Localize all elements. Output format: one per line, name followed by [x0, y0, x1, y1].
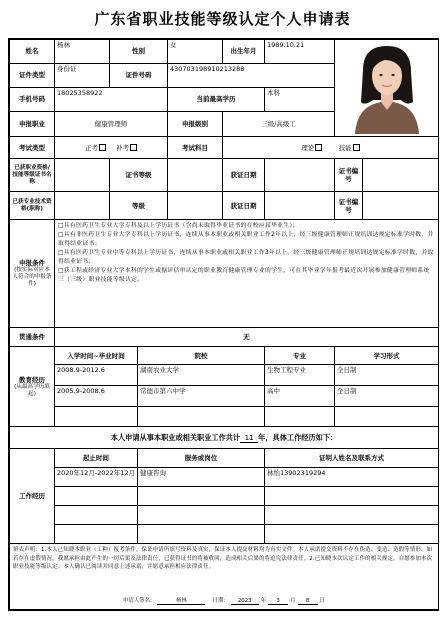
- work-position-cell[interactable]: [138, 506, 265, 525]
- title-level-label: 等级: [110, 192, 168, 220]
- work-header-reference: 证明人姓名及联系方式: [265, 449, 439, 468]
- title-level-field[interactable]: [168, 192, 223, 220]
- birth-label: 出生年月: [223, 40, 265, 64]
- name-field[interactable]: 杨林: [55, 40, 110, 64]
- form-title: 广东省职业技能等级认定个人申请表: [94, 10, 351, 28]
- date-year-unit: 年: [260, 597, 267, 604]
- birth-field[interactable]: 1989.10.21: [265, 40, 335, 64]
- date-year-field[interactable]: 2023: [231, 598, 259, 606]
- exam-option-retake-label: 补考: [116, 143, 130, 152]
- subject-option-skill-label: 技能: [338, 143, 352, 152]
- title-number-label: 证书编号: [335, 192, 363, 220]
- title-cert-field[interactable]: [55, 192, 110, 220]
- name-label: 姓名: [10, 40, 55, 64]
- job-label: 申报职业: [10, 111, 55, 136]
- education-mode-cell[interactable]: 全日制: [335, 386, 439, 407]
- work-period-cell[interactable]: [55, 525, 138, 544]
- work-period-cell[interactable]: [55, 487, 138, 506]
- work-position-cell[interactable]: [138, 525, 265, 544]
- table-row: [10, 365, 439, 386]
- date-month-unit: 月: [290, 597, 296, 604]
- level-label: 申报级别: [168, 111, 223, 136]
- education-major-cell[interactable]: [265, 407, 335, 427]
- education-major-cell[interactable]: 高中: [265, 386, 335, 407]
- application-form: [8, 38, 439, 611]
- work-summary: [10, 427, 439, 449]
- cert-date-field[interactable]: [265, 159, 335, 192]
- id-number-label: 证件号码: [110, 63, 168, 87]
- title-cert-label: 已获专业技术资格(职称): [10, 192, 55, 220]
- date-label: 日期：: [212, 597, 229, 604]
- education-header-major: 专业: [265, 347, 335, 365]
- declaration-text: 填表声明：1.本人已知晓本职业（工种）报考条件，保证申请所填写资料及真实，保证本人提交材料均为真实文件。本人承诺提交资料不存在伪造、变造、造假等情形，如若存在虚假情况，我愿承担由此产生的一切后果及法律责任，已获得证书的将被收回，造成相关后果的将追究法律责任。2.已知晓本次认定工作的相关规定，自愿参加本次职业技能等级认定。本人确认已阅读并同意上述承诺，并愿意承担相应法律责任。: [10, 544, 439, 592]
- education-major-cell[interactable]: 生物工程专业: [265, 365, 335, 386]
- id-type-label: 证件类型: [10, 63, 55, 87]
- work-header-position: 服务或岗位: [138, 449, 265, 468]
- through-field[interactable]: 无: [55, 328, 439, 347]
- education-label: 教育经历: [19, 375, 45, 384]
- education-level-field[interactable]: 本科: [265, 87, 335, 111]
- table-row: [10, 407, 439, 427]
- education-period-cell[interactable]: 2008.9-2012.6: [55, 365, 138, 386]
- table-row: [10, 487, 439, 506]
- work-position-cell[interactable]: [138, 487, 265, 506]
- id-number-field[interactable]: 430703198910213288: [168, 63, 335, 87]
- subject-options: [223, 137, 439, 159]
- table-row: [10, 506, 439, 525]
- work-label: 工作经历: [10, 449, 55, 544]
- work-reference-cell[interactable]: [265, 525, 439, 544]
- education-header-school: 院校: [138, 347, 265, 365]
- work-header-period: 起止时间: [55, 449, 138, 468]
- id-type-field[interactable]: 身份证: [55, 63, 110, 87]
- education-level-label: 当前最高学历: [168, 87, 265, 111]
- work-reference-cell[interactable]: [265, 506, 439, 525]
- work-period-cell[interactable]: [55, 506, 138, 525]
- level-field[interactable]: 三级/高级工: [223, 111, 335, 136]
- cert-name-field[interactable]: [55, 159, 110, 192]
- through-label: 贯通条件: [10, 328, 55, 347]
- cert-number-label: 证书编号: [335, 159, 363, 192]
- exam-option-regular-checkbox[interactable]: [99, 144, 106, 151]
- education-label-cell: [10, 347, 55, 427]
- gender-field[interactable]: 女: [168, 40, 223, 64]
- work-summary-prefix: 本人申请从事本职业或相关职业工作共计: [110, 432, 241, 442]
- subject-label: 考试科目: [168, 137, 223, 159]
- conditions-list: [55, 220, 439, 328]
- work-summary-suffix: 年，具体工作经历如下：: [258, 432, 338, 442]
- phone-label: 手机号码: [10, 87, 55, 111]
- cert-level-field[interactable]: [168, 159, 223, 192]
- work-position-cell[interactable]: 健康咨询: [138, 468, 265, 487]
- signature-label: 申请人签名：: [123, 597, 156, 604]
- education-header-period: 入学时间~毕业时间: [55, 347, 138, 365]
- table-row: [10, 386, 439, 407]
- condition-item[interactable]: □具有非医药卫生专业大学专科以上学历证书，连续从事本职业或相关职业工作2年以上，经三级健康管理师正规培训达规定标准学时数，并取得结业证书；: [58, 232, 434, 248]
- work-period-cell[interactable]: 2020年12月-2022年12月: [55, 468, 138, 487]
- work-reference-cell[interactable]: [265, 487, 439, 506]
- education-mode-cell[interactable]: 全日制: [335, 365, 439, 386]
- cert-number-field[interactable]: [363, 159, 439, 192]
- subject-option-skill-checkbox[interactable]: [353, 144, 360, 151]
- form-table: [9, 39, 439, 610]
- table-row: [10, 525, 439, 544]
- cert-name-label: 已获职业资格/技能等级证书名称: [10, 159, 55, 192]
- education-school-cell[interactable]: 常德市第六中学: [138, 386, 265, 407]
- title-date-field[interactable]: [265, 192, 335, 220]
- exam-type-options: [55, 137, 168, 159]
- gender-label: 性别: [110, 40, 168, 64]
- education-period-cell[interactable]: 2005.9-2008.6: [55, 386, 138, 407]
- exam-option-regular-label: 正考: [84, 143, 98, 152]
- date-day-unit: 日: [319, 597, 325, 604]
- subject-option-theory-label: 理论: [301, 143, 315, 152]
- signature-field[interactable]: 杨林: [157, 598, 205, 606]
- education-sublabel: (从最高学历填起): [14, 383, 50, 397]
- education-mode-cell[interactable]: [335, 407, 439, 427]
- applicant-photo: [335, 40, 439, 137]
- conditions-sublabel: (按实际对应本人符合的申报条件): [12, 267, 52, 288]
- title-date-label: 获证日期: [223, 192, 265, 220]
- subject-option-theory-checkbox[interactable]: [315, 144, 322, 151]
- education-school-cell[interactable]: [138, 407, 265, 427]
- conditions-label: 申报条件: [19, 259, 45, 268]
- date-month-field[interactable]: 3: [268, 598, 288, 606]
- work-reference-cell[interactable]: 林怡13902319294: [265, 468, 439, 487]
- signature-line: [10, 592, 439, 610]
- portrait-image: [337, 40, 437, 134]
- phone-field[interactable]: 18025358922: [55, 87, 168, 111]
- education-school-cell[interactable]: 湖南农业大学: [138, 365, 265, 386]
- date-day-field[interactable]: 8: [298, 598, 318, 606]
- work-years-field[interactable]: 11: [240, 433, 258, 443]
- condition-item[interactable]: □获工程或经济专业大学本科的学生或据评估审认定的职业教育健康管理专业的学生，可在其毕业学年报考最近次开展参加健康管理师系统三（三级）职业技能等级认定。: [58, 268, 430, 284]
- job-field[interactable]: 健康管理师: [55, 111, 168, 136]
- education-period-cell[interactable]: [55, 407, 138, 427]
- title-number-field[interactable]: [363, 192, 439, 220]
- condition-item[interactable]: □具有医药卫生专业大学专科及以上学历证书（含尚未取得毕业证书的在校应届毕业生）；: [58, 223, 299, 230]
- conditions-label-cell: [10, 220, 55, 328]
- cert-date-label: 获证日期: [223, 159, 265, 192]
- exam-type-label: 考试类型: [10, 137, 55, 159]
- exam-option-retake-checkbox[interactable]: [130, 144, 137, 151]
- education-header-mode: 学习形式: [335, 347, 439, 365]
- condition-item[interactable]: □具有医药卫生专业中等专科以上学历证书，连续从事本职业或相关职业工作3年以上，经三级健康管理师正规培训达规定标准学时数，并取得结业证书；: [58, 250, 434, 266]
- table-row: [10, 468, 439, 487]
- cert-level-label: 证书等级: [110, 159, 168, 192]
